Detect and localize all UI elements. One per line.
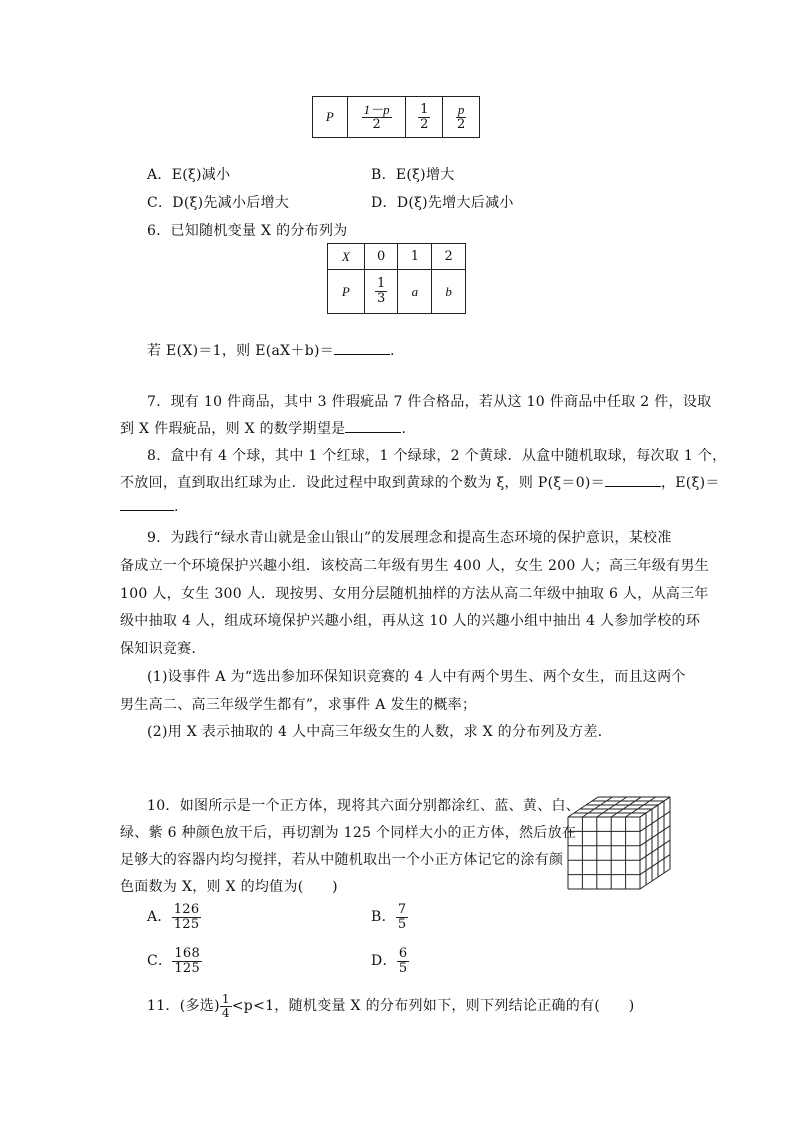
table2-x-1: 1 (398, 244, 432, 270)
q9-line-1: 9．为践行“绿水青山就是金山银山”的发展理念和提高生态环境的保护意识，某校准 (147, 530, 672, 546)
table1-head: P (313, 97, 348, 138)
table2-p-1: a (398, 270, 432, 314)
q6-intro: 6．已知随机变量 X 的分布列为 (147, 223, 348, 239)
table2-p-head: P (328, 270, 365, 314)
q8-line-2: 不放回，直到取出红球为止．设此过程中取到黄球的个数为 ξ，则 P(ξ＝0)＝ ，E(ξ)＝ (120, 475, 720, 491)
q5-option-c: C．D(ξ)先减小后增大 (147, 195, 290, 211)
q9-line-2: 备成立一个环境保护兴趣小组．该校高二年级有男生 400 人，女生 200 人；高三年级有男生 (120, 558, 710, 574)
table2-p-0: $\frac{1}{3}$ (364, 270, 398, 314)
q7-line-1: 7．现有 10 件商品，其中 3 件瑕疵品 7 件合格品，若从这 10 件商品中任取 2 件，设取 (147, 394, 712, 410)
q10-line-2: 绿、紫 6 种颜色放干后，再切割为 125 个同样大小的正方体，然后放在 (120, 825, 577, 841)
q10-option-a: A． $\frac{126}{125}$ (147, 902, 200, 932)
table2-p-2: b (432, 270, 466, 314)
distribution-table-1 (312, 96, 480, 138)
table1-cell-2: $\frac{1}{2}$ (406, 97, 443, 138)
q10-option-c: C． $\frac{168}{125}$ (147, 946, 201, 976)
q9-sub1-line-2: 男生高二、高三年级学生都有”，求事件 A 发生的概率； (120, 697, 477, 713)
q5-option-b: B．E(ξ)增大 (371, 167, 455, 183)
q10-line-3: 足够大的容器内均匀搅拌，若从中随机取出一个小正方体记它的涂有颜 (120, 852, 564, 868)
q6-question: 若 E(X)＝1，则 E(aX＋b)＝ . (147, 343, 395, 359)
q9-line-5: 保知识竞赛． (120, 641, 206, 657)
q8-line-3: . (120, 499, 179, 515)
table2-x-head: X (328, 244, 365, 270)
q9-sub2: (2)用 X 表示抽取的 4 人中高三年级女生的人数，求 X 的分布列及方差． (147, 724, 613, 740)
distribution-table-2 (327, 243, 466, 314)
q9-line-4: 级中抽取 4 人，组成环境保护兴趣小组，再从这 10 人的兴趣小组中抽出 4 人参加学校的环 (120, 613, 701, 629)
cube-figure (566, 795, 672, 891)
q10-line-1: 10．如图所示是一个正方体，现将其六面分别都涂红、蓝、黄、白、 (147, 798, 581, 814)
q5-option-a: A．E(ξ)减小 (147, 167, 231, 183)
q8-line-1: 8．盒中有 4 个球，其中 1 个红球，1 个绿球，2 个黄球．从盒中随机取球，每次取 1 个， (147, 448, 727, 464)
table1-cell-3: $\frac{p}{2}$ (443, 97, 480, 138)
q10-option-b: B． $\frac{7}{5}$ (371, 902, 407, 932)
q7-line-2: 到 X 件瑕疵品，则 X 的数学期望是 . (120, 421, 407, 437)
table2-x-2: 2 (432, 244, 466, 270)
q10-line-4: 色面数为 X，则 X 的均值为( ) (120, 879, 338, 895)
q9-line-3: 100 人，女生 300 人．现按男、女用分层随机抽样的方法从高二年级中抽取 6 人，从高三年 (120, 586, 709, 602)
q10-option-d: D． $\frac{6}{5}$ (371, 946, 408, 976)
table2-x-0: 0 (364, 244, 398, 270)
q11-line: 11．(多选) $\frac{1}{4}$ <p<1，随机变量 X 的分布列如下，则下列结论正确的有( ) (147, 992, 635, 1020)
q5-option-d: D．D(ξ)先增大后减小 (371, 195, 514, 211)
q9-sub1-line-1: (1)设事件 A 为“选出参加环保知识竞赛的 4 人中有两个男生、两个女生，而且这两个 (147, 669, 686, 685)
table1-cell-1: $\frac{1-p}{2}$ (347, 97, 406, 138)
